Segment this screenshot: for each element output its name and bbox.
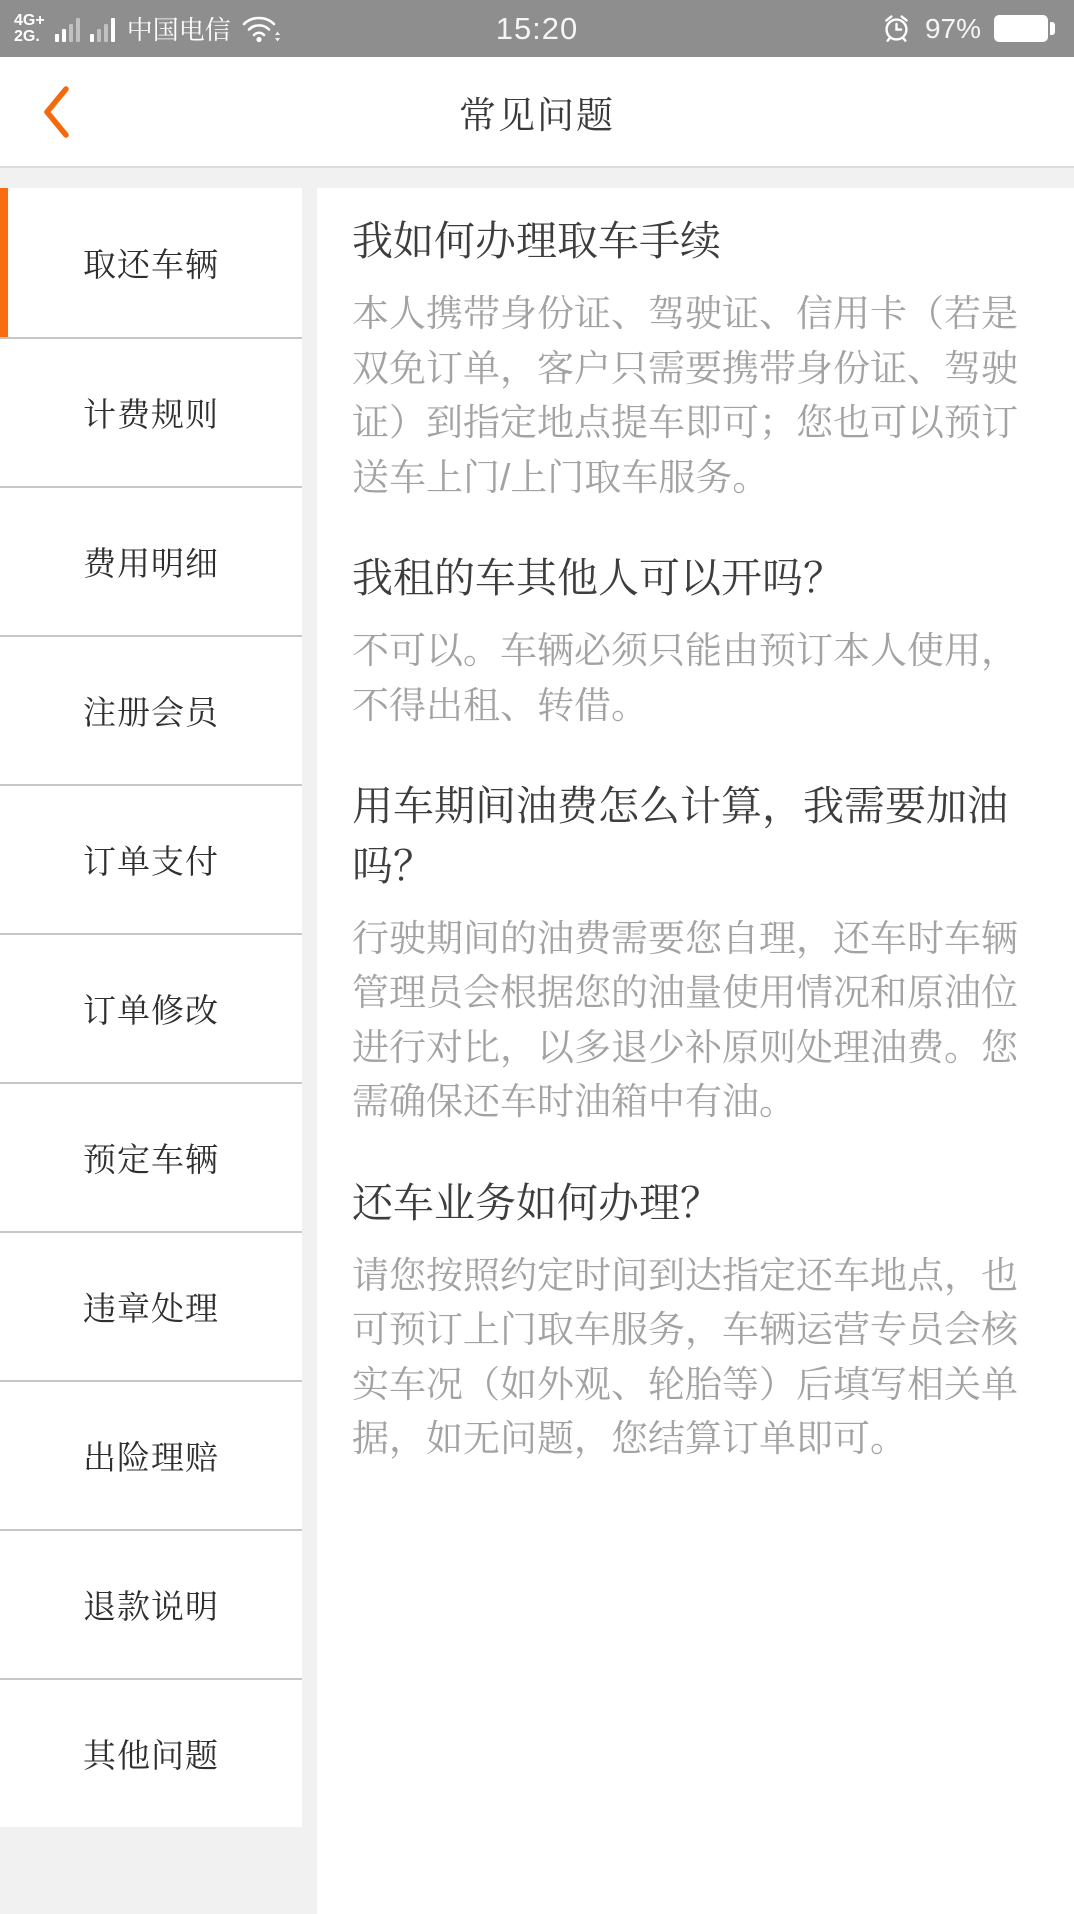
faq-answer: 行驶期间的油费需要您自理，还车时车辆管理员会根据您的油量使用情况和原油位进行对比，以多退少补原则处理油费。您需确保还车时油箱中有油。 [352, 918, 1018, 1123]
active-indicator [0, 188, 8, 337]
sidebar-item-label: 计费规则 [83, 396, 219, 433]
network-type-badge [14, 13, 45, 45]
faq-item [352, 212, 1044, 505]
battery-percent: 97% [924, 12, 981, 44]
faq-category-sidebar [0, 188, 302, 1827]
page-title: 常见问题 [459, 94, 615, 136]
faq-scroll-area[interactable] [317, 188, 1074, 1914]
signal-bars-icon-sim2 [90, 16, 115, 42]
sidebar-item-order-payment[interactable] [0, 784, 302, 933]
faq-question: 还车业务如何办理？ [352, 1179, 721, 1226]
sidebar-item-label: 违章处理 [83, 1290, 219, 1327]
sidebar-item-label: 取还车辆 [83, 246, 219, 283]
status-time: 15:20 [495, 10, 579, 46]
navbar [0, 57, 1074, 168]
chevron-left-icon [39, 83, 73, 141]
carrier-label: 中国电信 [126, 15, 231, 45]
battery-icon [994, 15, 1048, 42]
wifi-icon [241, 13, 281, 45]
page-body [0, 168, 1074, 1914]
faq-answer: 本人携带身份证、驾驶证、信用卡（若是双免订单，客户只需要携带身份证、驾驶证）到指定地点提车即可；您也可以预订送车上门/上门取车服务。 [352, 293, 1018, 498]
sidebar-item-fee-details[interactable] [0, 486, 302, 635]
sidebar-item-label: 订单支付 [83, 843, 219, 880]
sidebar-item-label: 注册会员 [83, 694, 219, 731]
faq-question: 用车期间油费怎么计算，我需要加油吗？ [352, 783, 1008, 889]
sidebar-item-order-modification[interactable] [0, 933, 302, 1082]
sidebar-item-pickup-return[interactable] [0, 188, 302, 337]
sidebar-item-label: 退款说明 [83, 1588, 219, 1625]
sidebar-item-other-questions[interactable] [0, 1678, 302, 1827]
sidebar-item-label: 订单修改 [83, 992, 219, 1029]
sidebar-item-label: 费用明细 [83, 545, 219, 582]
sidebar-item-vehicle-booking[interactable] [0, 1082, 302, 1231]
faq-item [352, 1174, 1044, 1467]
faq-answer: 不可以。车辆必须只能由预订本人使用，不得出租、转借。 [352, 630, 1018, 726]
sidebar-item-refund-notes[interactable] [0, 1529, 302, 1678]
sidebar-item-label: 预定车辆 [83, 1141, 219, 1178]
sidebar-item-billing-rules[interactable] [0, 337, 302, 486]
sidebar-item-label: 其他问题 [83, 1737, 219, 1774]
network-type-bottom: 2G. [14, 27, 40, 45]
sidebar-item-label: 出险理赔 [83, 1439, 219, 1476]
faq-item [352, 549, 1044, 733]
back-button[interactable] [30, 77, 82, 147]
status-left-cluster [14, 10, 281, 47]
faq-item [352, 777, 1044, 1129]
sidebar-item-insurance-claims[interactable] [0, 1380, 302, 1529]
faq-question: 我如何办理取车手续 [352, 218, 721, 264]
alarm-clock-icon [881, 13, 912, 44]
faq-question: 我租的车其他人可以开吗？ [352, 554, 844, 601]
sidebar-item-member-registration[interactable] [0, 635, 302, 784]
status-bar [0, 0, 1074, 57]
faq-answer: 请您按照约定时间到达指定还车地点，也可预订上门取车服务，车辆运营专员会核实车况（如外观、轮胎等）后填写相关单据，如无问题，您结算订单即可。 [352, 1254, 1018, 1460]
network-type-top: 4G+ [14, 11, 45, 29]
signal-bars-icon [55, 16, 80, 42]
status-right-cluster [881, 13, 1048, 45]
sidebar-item-violation-handling[interactable] [0, 1231, 302, 1380]
